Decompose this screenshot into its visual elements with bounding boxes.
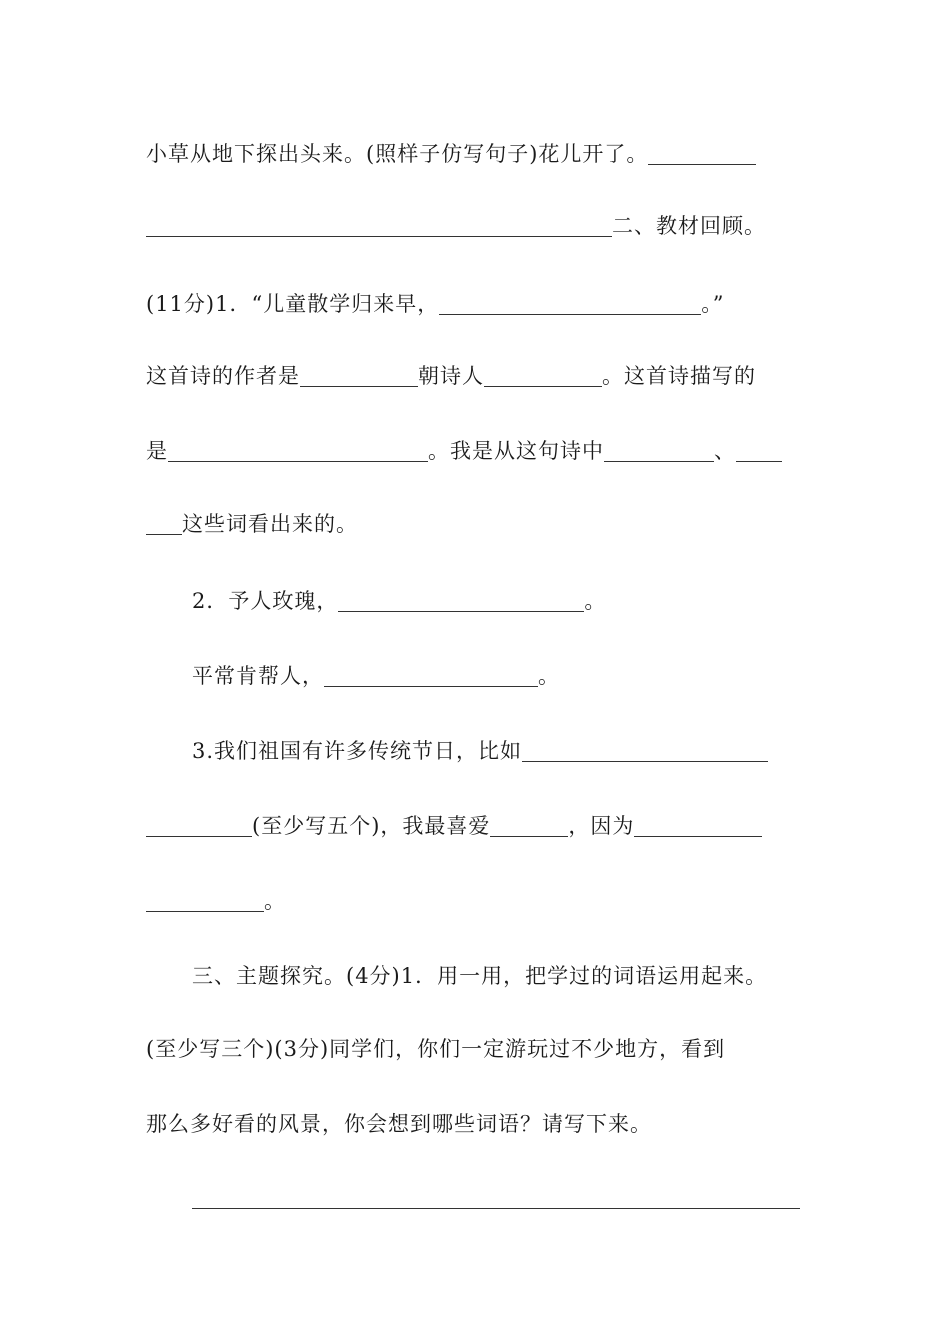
line-10	[146, 810, 802, 842]
line-6	[146, 508, 802, 540]
line-12	[192, 960, 840, 992]
author-question: 这首诗的作者是	[146, 364, 300, 388]
proverb-question-1: 2．予人玫瑰，	[192, 589, 339, 613]
answer-blank[interactable]	[648, 142, 756, 165]
line-1	[146, 138, 802, 170]
line-13	[146, 1033, 802, 1065]
line-9	[192, 735, 802, 767]
line-2	[146, 210, 802, 242]
answer-blank[interactable]	[300, 364, 418, 387]
section-heading-2: 二、教材回顾。	[612, 214, 766, 238]
festival-reason: ，因为	[568, 814, 635, 838]
answer-blank[interactable]	[146, 214, 612, 237]
line-7	[192, 585, 802, 617]
punctuation: 。	[538, 664, 560, 688]
answer-blank[interactable]	[634, 814, 762, 837]
answer-blank[interactable]	[484, 364, 602, 387]
answer-blank[interactable]	[146, 814, 252, 837]
answer-blank[interactable]	[338, 589, 584, 612]
line-15	[192, 1182, 802, 1214]
answer-blank[interactable]	[522, 739, 768, 762]
answer-blank[interactable]	[146, 889, 264, 912]
answer-blank[interactable]	[324, 664, 538, 687]
dynasty-label: 朝诗人	[418, 364, 484, 388]
vocabulary-prompt-end: 那么多好看的风景，你会想到哪些词语？请写下来。	[146, 1112, 652, 1136]
answer-blank[interactable]	[168, 439, 428, 462]
line-4	[146, 360, 802, 392]
festival-question: 3.我们祖国有许多传统节日，比如	[192, 739, 523, 763]
answer-blank[interactable]	[192, 1186, 800, 1209]
line-14	[146, 1108, 802, 1140]
proverb-question-2: 平常肯帮人，	[192, 664, 324, 688]
punctuation: 。	[584, 589, 607, 613]
answer-blank[interactable]	[439, 292, 701, 315]
words-question: 。我是从这句诗中	[428, 439, 604, 463]
answer-blank[interactable]	[736, 439, 782, 462]
answer-blank[interactable]	[604, 439, 714, 462]
description-start: 是	[146, 439, 168, 463]
poem-question-1: (11分)1．“儿童散学归来早，	[146, 292, 440, 316]
description-question: 。这首诗描写的	[602, 364, 756, 388]
words-question-end: 这些词看出来的。	[182, 512, 358, 536]
punctuation: 。”	[701, 292, 725, 316]
punctuation: 、	[714, 439, 736, 463]
line-11	[146, 885, 802, 917]
punctuation: 。	[264, 889, 286, 913]
line-5	[146, 435, 802, 467]
festival-favorite: (至少写五个)，我最喜爱	[252, 814, 491, 838]
line-8	[192, 660, 802, 692]
answer-blank[interactable]	[490, 814, 568, 837]
vocabulary-prompt: (至少写三个)(3分)同学们，你们一定游玩过不少地方，看到	[146, 1037, 726, 1061]
line-3	[146, 288, 802, 320]
section-heading-3: 三、主题探究。(4分)1．用一用，把学过的词语运用起来。	[192, 964, 768, 988]
answer-blank[interactable]	[146, 512, 182, 535]
imitation-prompt: 小草从地下探出头来。(照样子仿写句子)花儿开了。	[146, 142, 649, 166]
